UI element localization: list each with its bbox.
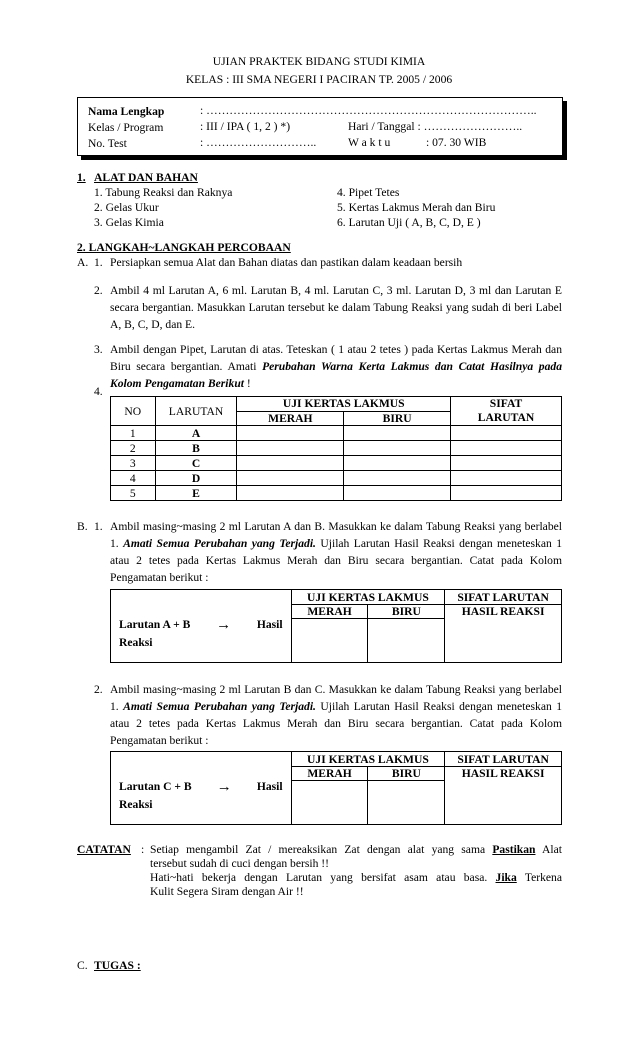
sifat-cell[interactable] (451, 471, 562, 486)
step-b1: Ambil masing~masing 2 ml Larutan A dan B. Masukkan ke dalam Tabung Reaksi yang berlabel 1. Amati Semua Perubahan yang Terjadi. Ujilah Larutan Hasil Reaksi dengan meneteskan 1 atau 2 tetes pada Kertas Lakmus Merah dan Biru secara bergantian. Catat pada Kolom Pengamatan berikut : (110, 520, 562, 584)
row-larutan: B (155, 441, 237, 456)
sifat-cell[interactable] (451, 426, 562, 441)
biru-cell[interactable] (344, 426, 451, 441)
biru-cell[interactable] (344, 456, 451, 471)
student-info-box (77, 97, 563, 156)
row-larutan: A (155, 426, 237, 441)
reaction-cell: Larutan A + B → Hasil Reaksi (111, 590, 292, 663)
header-sifat-larutan: SIFAT LARUTAN (445, 590, 562, 605)
table-row (111, 486, 562, 501)
tugas-title: TUGAS : (94, 959, 141, 972)
row-no: 1 (111, 426, 156, 441)
row-larutan: C (155, 456, 237, 471)
test-number-field[interactable]: : ……………………….. (200, 136, 317, 149)
sifat-cell[interactable]: HASIL REAKSI (445, 605, 562, 663)
waktu-label: W a k t u (348, 136, 391, 149)
row-no: 5 (111, 486, 156, 501)
observation-table-1 (110, 396, 562, 501)
kelas-label: Kelas / Program (88, 121, 164, 134)
step-number: 2. (94, 683, 103, 696)
merah-cell[interactable] (237, 441, 344, 456)
header-uji-lakmus: UJI KERTAS LAKMUS (237, 397, 451, 412)
reaction-cell: Larutan C + B → Hasil Reaksi (111, 752, 292, 825)
merah-cell[interactable] (237, 471, 344, 486)
test-label: No. Test (88, 137, 127, 150)
header-uji-lakmus: UJI KERTAS LAKMUS (291, 752, 445, 767)
biru-cell[interactable] (344, 486, 451, 501)
part-c-label: C. (77, 959, 88, 972)
material-item: 5. Kertas Lakmus Merah dan Biru (337, 201, 496, 214)
catatan-label: CATATAN (77, 843, 131, 856)
header-sifat-larutan: SIFAT LARUTAN (451, 397, 562, 426)
row-larutan: E (155, 486, 237, 501)
row-larutan: D (155, 471, 237, 486)
table-row (111, 456, 562, 471)
hari-tanggal-field[interactable]: Hari / Tanggal : …………………….. (348, 120, 523, 133)
row-no: 4 (111, 471, 156, 486)
header-merah: MERAH (237, 411, 344, 426)
header-uji-lakmus: UJI KERTAS LAKMUS (291, 590, 445, 605)
header-larutan: LARUTAN (155, 397, 237, 426)
catatan-line-3: Hati~hati bekerja dengan Larutan yang bersifat asam atau basa. Jika Terkena (150, 871, 562, 884)
material-item: 4. Pipet Tetes (337, 186, 400, 199)
table-row (111, 471, 562, 486)
catatan-line-2: tersebut sudah di cuci dengan bersih !! (150, 857, 330, 870)
section1-number: 1. (77, 171, 86, 184)
material-item: 3. Gelas Kimia (94, 216, 164, 229)
part-a-label: A. (77, 256, 89, 269)
step-a1: Persiapkan semua Alat dan Bahan diatas dan pastikan dalam keadaan bersih (110, 256, 463, 269)
observation-table-2 (110, 589, 562, 663)
biru-cell[interactable]: BIRU (368, 605, 445, 663)
header-biru: BIRU (344, 411, 451, 426)
merah-cell[interactable]: MERAH (291, 605, 368, 663)
waktu-value: : 07. 30 WIB (426, 136, 487, 149)
part-b-label: B. (77, 520, 88, 533)
section2-title: 2. LANGKAH~LANGKAH PERCOBAAN (77, 241, 291, 254)
merah-cell[interactable] (237, 486, 344, 501)
nama-label: Nama Lengkap (88, 105, 165, 118)
step-b2: Ambil masing~masing 2 ml Larutan B dan C. Masukkan ke dalam Tabung Reaksi yang berlabel 1. Amati Semua Perubahan yang Terjadi. Ujilah Larutan Hasil Reaksi dengan meneteskan 1 atau 2 tetes pada Kertas Lakmus Merah dan Biru secara bergantian. Catat pada Kolom Pengamatan berikut : (110, 683, 562, 747)
exam-subtitle: KELAS : III SMA NEGERI I PACIRAN TP. 2005 / 2006 (185, 73, 453, 86)
merah-cell[interactable]: MERAH (291, 767, 368, 825)
catatan-line-4: Kulit Segera Siram dengan Air !! (150, 885, 304, 898)
table-row (111, 441, 562, 456)
step-number: 3. (94, 343, 103, 356)
kelas-value: : III / IPA ( 1, 2 ) *) (200, 120, 291, 133)
step-number: 4. (94, 385, 103, 398)
sifat-cell[interactable]: HASIL REAKSI (445, 767, 562, 825)
row-no: 3 (111, 456, 156, 471)
step-a3: Ambil dengan Pipet, Larutan di atas. Teteskan ( 1 atau 2 tetes ) pada Kertas Lakmus Merah dan Biru secara bergantian. Amati Perubahan Warna Kerta Lakmus dan Catat Hasilnya pada Kolom Pengamatan Berikut ! (110, 343, 562, 390)
step-number: 2. (94, 284, 103, 297)
catatan-line-1: Setiap mengambil Zat / mereaksikan Zat dengan alat yang sama Pastikan Alat (150, 843, 562, 856)
material-item: 1. Tabung Reaksi dan Raknya (94, 186, 233, 199)
biru-cell[interactable] (344, 471, 451, 486)
section1-title: ALAT DAN BAHAN (94, 171, 198, 184)
row-no: 2 (111, 441, 156, 456)
table-row (111, 426, 562, 441)
merah-cell[interactable] (237, 456, 344, 471)
material-item: 6. Larutan Uji ( A, B, C, D, E ) (337, 216, 481, 229)
header-no: NO (111, 397, 156, 426)
biru-cell[interactable] (344, 441, 451, 456)
sifat-cell[interactable] (451, 441, 562, 456)
step-number: 1. (94, 256, 103, 269)
step-a2: Ambil 4 ml Larutan A, 6 ml. Larutan B, 4 ml. Larutan C, 3 ml. Larutan D, 3 ml dan Larutan E secara bergantian. Masukkan Larutan tersebut ke dalam Tabung Reaksi yang sudah di beri Label A, B, C, D, dan E. (110, 284, 562, 331)
step-number: 1. (94, 520, 103, 533)
catatan-colon: : (141, 843, 145, 856)
header-sifat-larutan: SIFAT LARUTAN (445, 752, 562, 767)
merah-cell[interactable] (237, 426, 344, 441)
sifat-cell[interactable] (451, 456, 562, 471)
exam-title: UJIAN PRAKTEK BIDANG STUDI KIMIA (212, 55, 426, 68)
nama-field[interactable]: : ………………………………………………………………………….. (200, 104, 537, 117)
material-item: 2. Gelas Ukur (94, 201, 159, 214)
observation-table-3 (110, 751, 562, 825)
sifat-cell[interactable] (451, 486, 562, 501)
biru-cell[interactable]: BIRU (368, 767, 445, 825)
